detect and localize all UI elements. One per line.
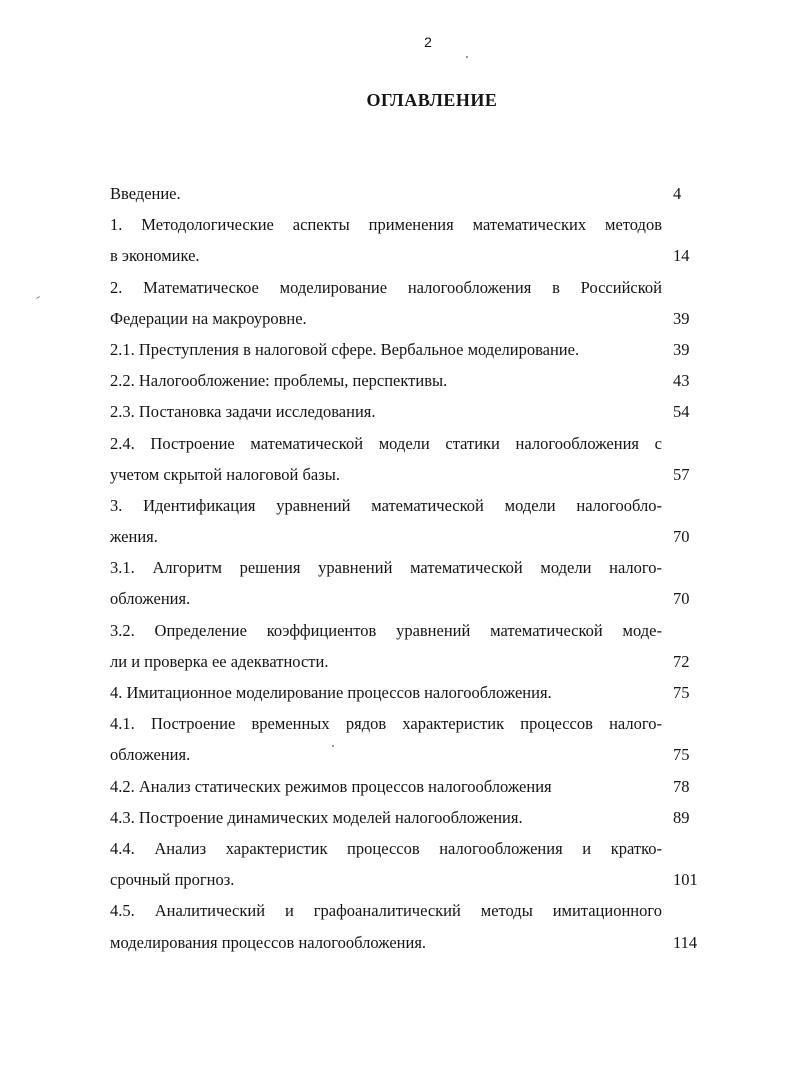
toc-page-number: 75 — [673, 745, 690, 765]
toc-entry-text: 4.1. Построение временных рядов характеристик процессов налого- — [110, 714, 662, 734]
scan-speck — [332, 745, 334, 747]
toc-entry-text: обложения. — [110, 745, 191, 765]
toc-line — [110, 459, 702, 490]
toc-page-number: 75 — [673, 683, 690, 702]
toc-line — [110, 178, 702, 209]
table-of-contents — [110, 178, 702, 958]
toc-page-number: 70 — [673, 527, 690, 547]
toc-line — [110, 927, 702, 958]
toc-line — [110, 490, 702, 521]
toc-entry-text: ли и проверка ее адекватности. — [110, 651, 329, 671]
toc-line — [110, 802, 702, 833]
toc-line — [110, 739, 702, 770]
toc-entry-text: 4. Имитационное моделирование процессов налогообложения. — [110, 683, 552, 702]
toc-entry-text: обложения. — [110, 589, 191, 609]
toc-line — [110, 209, 702, 240]
toc-entry-text: учетом скрытой налоговой базы. — [110, 464, 340, 484]
toc-line — [110, 428, 702, 459]
toc-line — [110, 833, 702, 864]
toc-page-number: 89 — [673, 807, 690, 827]
toc-line — [110, 334, 702, 365]
scan-speck — [36, 296, 40, 299]
toc-entry-text: 1. Методологические аспекты применения математических методов — [110, 215, 662, 235]
toc-page-number: 39 — [673, 339, 690, 359]
toc-line — [110, 365, 702, 396]
toc-line — [110, 708, 702, 739]
toc-page-number: 70 — [673, 589, 690, 609]
toc-entry-text: 3.1. Алгоритм решения уравнений математической модели налого- — [110, 558, 662, 578]
toc-page-number: 101 — [673, 870, 698, 890]
toc-entry-text: жения. — [110, 527, 158, 547]
toc-entry-text: 4.4. Анализ характеристик процессов налогообложения и кратко- — [110, 838, 662, 858]
toc-line — [110, 240, 702, 271]
toc-line — [110, 895, 702, 926]
toc-entry-text: 3.2. Определение коэффициентов уравнений математической моде- — [110, 620, 662, 640]
toc-entry-text: в экономике. — [110, 246, 200, 266]
toc-page-number: 54 — [673, 402, 690, 422]
toc-line — [110, 615, 702, 646]
toc-page-number: 78 — [673, 776, 690, 796]
toc-entry-text: 4.5. Аналитический и графоаналитический методы имитационного — [110, 901, 662, 921]
toc-entry-text: 2.2. Налогообложение: проблемы, перспективы. — [110, 371, 448, 391]
toc-line — [110, 272, 702, 303]
toc-page-number: 57 — [673, 464, 690, 484]
toc-line — [110, 521, 702, 552]
toc-entry-text: срочный прогноз. — [110, 870, 235, 890]
toc-entry-text: 3. Идентификация уравнений математической модели налогообло- — [110, 495, 662, 515]
toc-entry-text: 2. Математическое моделирование налогообложения в Российской — [110, 277, 662, 297]
scan-speck — [466, 56, 468, 58]
toc-page-number: 72 — [673, 651, 690, 671]
toc-entry-text: 4.3. Построение динамических моделей налогообложения. — [110, 807, 523, 827]
toc-entry-text: 2.1. Преступления в налоговой сфере. Вербальное моделирование. — [110, 339, 580, 359]
toc-entry-text: Федерации на макроуровне. — [110, 308, 307, 328]
toc-page-number: 39 — [673, 308, 690, 328]
toc-page-number: 114 — [673, 932, 698, 952]
toc-line — [110, 583, 702, 614]
toc-entry-text: 4.2. Анализ статических режимов процессов налогообложения — [110, 776, 552, 796]
toc-line — [110, 771, 702, 802]
toc-line — [110, 864, 702, 895]
toc-page-number: 4 — [673, 184, 682, 203]
toc-line — [110, 552, 702, 583]
toc-entry-text: моделирования процессов налогообложения. — [110, 932, 427, 952]
toc-entry-text: Введение. — [110, 184, 181, 203]
toc-entry-text: 2.3. Постановка задачи исследования. — [110, 402, 376, 422]
toc-page-number: 14 — [673, 246, 690, 266]
page-title: ОГЛАВЛЕНИЕ — [366, 90, 498, 110]
page-number: 2 — [424, 34, 432, 50]
toc-entry-text: 2.4. Построение математической модели статики налогообложения с — [110, 433, 662, 453]
toc-line — [110, 396, 702, 427]
toc-line — [110, 646, 702, 677]
toc-line — [110, 677, 702, 708]
toc-page-number: 43 — [673, 371, 690, 391]
toc-line — [110, 303, 702, 334]
